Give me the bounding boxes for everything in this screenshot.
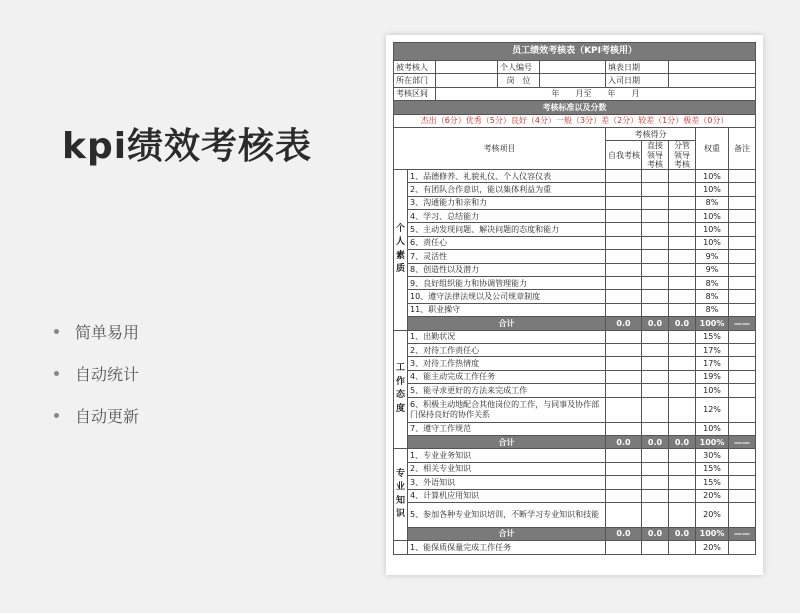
table-row [394,236,756,249]
table-row [394,343,756,356]
item-text: 5、能寻求更好的方法来完成工作 [408,384,606,397]
evaluee-field[interactable] [436,61,498,74]
total-row [394,435,756,448]
remark-cell[interactable] [729,370,756,383]
item-text: 1、品德修养、礼貌礼仪、个人仪容仪表 [408,169,606,182]
criteria-title: 考核标准以及分数 [394,101,756,114]
item-text: 8、创造性以及潜力 [408,263,606,276]
kpi-table [393,42,756,555]
emp-no-label: 个人编号 [498,61,540,74]
total-weight: 100% [696,317,729,330]
table-row [394,357,756,370]
table-row [394,330,756,343]
weight-cell: 9% [696,263,729,276]
dept-field[interactable] [436,74,498,87]
item-text: 2、有团队合作意识，能以集体利益为重 [408,183,606,196]
col-manager: 分管领导考核 [669,141,696,170]
item-text: 4、学习、总结能力 [408,210,606,223]
feature-item [54,352,139,394]
feature-label: 自动更新 [75,406,140,426]
score-direct-cell[interactable] [642,357,669,370]
remark-cell[interactable] [729,263,756,276]
item-text: 3、外语知识 [408,476,606,489]
evaluee-label: 被考核人 [394,61,436,74]
item-text: 10、遵守法律法规以及公司规章制度 [408,290,606,303]
score-manager-cell[interactable] [669,502,696,527]
feature-item [54,310,139,352]
score-direct-cell[interactable] [642,476,669,489]
total-direct: 0.0 [642,435,669,448]
item-text: 3、沟通能力和亲和力 [408,196,606,209]
score-self-cell[interactable] [606,196,642,209]
item-text: 11、职业操守 [408,303,606,316]
score-self-cell[interactable] [606,330,642,343]
score-self-cell[interactable] [606,303,642,316]
item-text: 7、遵守工作规范 [408,422,606,435]
score-manager-cell[interactable] [669,541,696,554]
remark-cell[interactable] [729,489,756,502]
col-self: 自我考核 [606,141,642,170]
score-manager-cell[interactable] [669,370,696,383]
score-manager-cell[interactable] [669,422,696,435]
score-direct-cell[interactable] [642,169,669,182]
score-manager-cell[interactable] [669,343,696,356]
total-direct: 0.0 [642,527,669,540]
score-self-cell[interactable] [606,422,642,435]
score-manager-cell[interactable] [669,169,696,182]
score-self-cell[interactable] [606,384,642,397]
total-remark: —— [729,435,756,448]
weight-cell: 17% [696,357,729,370]
score-self-cell[interactable] [606,462,642,475]
remark-cell[interactable] [729,422,756,435]
emp-no-field[interactable] [540,61,606,74]
position-field[interactable] [540,74,606,87]
bullet-dot-icon [54,329,59,334]
item-text: 1、能保质保量完成工作任务 [408,541,606,554]
score-self-cell[interactable] [606,370,642,383]
item-text: 3、对待工作热情度 [408,357,606,370]
total-row [394,527,756,540]
score-manager-cell[interactable] [669,196,696,209]
weight-cell: 10% [696,169,729,182]
score-self-cell[interactable] [606,210,642,223]
col-item: 考核项目 [394,127,606,169]
feature-item [54,394,139,436]
score-manager-cell[interactable] [669,449,696,462]
item-text: 4、计算机应用知识 [408,489,606,502]
table-row [394,250,756,263]
score-manager-cell[interactable] [669,223,696,236]
weight-cell: 20% [696,489,729,502]
score-manager-cell[interactable] [669,183,696,196]
remark-cell[interactable] [729,330,756,343]
item-text: 2、对待工作责任心 [408,343,606,356]
score-self-cell[interactable] [606,476,642,489]
weight-cell: 17% [696,343,729,356]
score-self-cell[interactable] [606,250,642,263]
page-title: kpi绩效考核表 [62,126,313,167]
score-direct-cell[interactable] [642,541,669,554]
score-direct-cell[interactable] [642,290,669,303]
item-text: 4、能主动完成工作任务 [408,370,606,383]
bullet-dot-icon [54,371,59,376]
score-manager-cell[interactable] [669,357,696,370]
score-manager-cell[interactable] [669,384,696,397]
col-score-group: 考核得分 [606,127,696,140]
category-label: 工作态度 [394,330,408,449]
table-row [394,290,756,303]
score-manager-cell[interactable] [669,462,696,475]
score-direct-cell[interactable] [642,223,669,236]
total-remark: —— [729,317,756,330]
table-row [394,210,756,223]
score-direct-cell[interactable] [642,397,669,422]
score-self-cell[interactable] [606,343,642,356]
remark-cell[interactable] [729,277,756,290]
weight-cell: 15% [696,462,729,475]
score-self-cell[interactable] [606,223,642,236]
score-self-cell[interactable] [606,541,642,554]
table-row [394,449,756,462]
score-direct-cell[interactable] [642,462,669,475]
table-row [394,422,756,435]
period-value[interactable]: 年 月至 年 月 [436,87,756,100]
score-self-cell[interactable] [606,357,642,370]
weight-cell: 10% [696,422,729,435]
weight-cell: 8% [696,290,729,303]
remark-cell[interactable] [729,183,756,196]
score-manager-cell[interactable] [669,210,696,223]
table-row [394,462,756,475]
score-direct-cell[interactable] [642,449,669,462]
score-manager-cell[interactable] [669,290,696,303]
score-self-cell[interactable] [606,277,642,290]
feature-list [54,310,139,436]
score-self-cell[interactable] [606,236,642,249]
criteria-text: 杰出（6分）优秀（5分）良好（4分）一般（3分）差（2分）较差（1分）极差（0分） [394,114,756,127]
category-label: 个人素质 [394,169,408,330]
score-direct-cell[interactable] [642,236,669,249]
score-manager-cell[interactable] [669,397,696,422]
score-manager-cell[interactable] [669,277,696,290]
sheet-title: 员工绩效考核表（KPI考核用） [394,43,756,61]
dept-label: 所在部门 [394,74,436,87]
total-self: 0.0 [606,317,642,330]
table-row [394,223,756,236]
remark-cell[interactable] [729,449,756,462]
join-date-label: 入司日期 [606,74,669,87]
total-label: 合计 [408,435,606,448]
weight-cell: 10% [696,223,729,236]
table-row [394,263,756,276]
score-manager-cell[interactable] [669,263,696,276]
score-direct-cell[interactable] [642,384,669,397]
score-self-cell[interactable] [606,502,642,527]
kpi-sheet-preview [386,35,763,575]
weight-cell: 8% [696,303,729,316]
weight-cell: 9% [696,250,729,263]
item-text: 6、责任心 [408,236,606,249]
score-manager-cell[interactable] [669,489,696,502]
remark-cell[interactable] [729,541,756,554]
score-direct-cell[interactable] [642,343,669,356]
total-label: 合计 [408,527,606,540]
table-row [394,370,756,383]
score-manager-cell[interactable] [669,236,696,249]
remark-cell[interactable] [729,343,756,356]
remark-cell[interactable] [729,303,756,316]
col-weight: 权重 [696,127,729,169]
score-direct-cell[interactable] [642,422,669,435]
score-self-cell[interactable] [606,183,642,196]
weight-cell: 20% [696,541,729,554]
item-text: 5、参加各种专业知识培训，不断学习专业知识和技能 [408,502,606,527]
total-manager: 0.0 [669,527,696,540]
table-row [394,502,756,527]
table-row [394,277,756,290]
table-row [394,196,756,209]
period-label: 考核区间 [394,87,436,100]
remark-cell[interactable] [729,384,756,397]
item-text: 2、相关专业知识 [408,462,606,475]
col-remark: 备注 [729,127,756,169]
bullet-dot-icon [54,413,59,418]
score-direct-cell[interactable] [642,277,669,290]
category-label: 专业知识 [394,449,408,541]
score-manager-cell[interactable] [669,303,696,316]
fill-date-field[interactable] [669,61,756,74]
feature-label: 自动统计 [75,364,140,384]
join-date-field[interactable] [669,74,756,87]
category-label [394,541,408,554]
remark-cell[interactable] [729,397,756,422]
total-self: 0.0 [606,527,642,540]
total-remark: —— [729,527,756,540]
score-direct-cell[interactable] [642,489,669,502]
remark-cell[interactable] [729,250,756,263]
remark-cell[interactable] [729,236,756,249]
total-self: 0.0 [606,435,642,448]
table-row [394,384,756,397]
total-weight: 100% [696,435,729,448]
weight-cell: 10% [696,384,729,397]
col-direct: 直接领导考核 [642,141,669,170]
remark-cell[interactable] [729,462,756,475]
total-manager: 0.0 [669,435,696,448]
item-text: 9、良好组织能力和协调管理能力 [408,277,606,290]
table-row [394,489,756,502]
table-row [394,397,756,422]
score-direct-cell[interactable] [642,263,669,276]
total-manager: 0.0 [669,317,696,330]
score-self-cell[interactable] [606,263,642,276]
weight-cell: 8% [696,196,729,209]
score-direct-cell[interactable] [642,250,669,263]
score-self-cell[interactable] [606,397,642,422]
total-row [394,317,756,330]
score-direct-cell[interactable] [642,370,669,383]
score-self-cell[interactable] [606,449,642,462]
feature-label: 简单易用 [75,322,140,342]
weight-cell: 10% [696,183,729,196]
score-direct-cell[interactable] [642,196,669,209]
score-direct-cell[interactable] [642,330,669,343]
table-row [394,541,756,554]
item-text: 1、专业业务知识 [408,449,606,462]
table-row [394,303,756,316]
remark-cell[interactable] [729,196,756,209]
score-self-cell[interactable] [606,290,642,303]
weight-cell: 19% [696,370,729,383]
weight-cell: 30% [696,449,729,462]
total-direct: 0.0 [642,317,669,330]
score-manager-cell[interactable] [669,476,696,489]
total-label: 合计 [408,317,606,330]
score-direct-cell[interactable] [642,502,669,527]
weight-cell: 12% [696,397,729,422]
score-manager-cell[interactable] [669,330,696,343]
fill-date-label: 填表日期 [606,61,669,74]
remark-cell[interactable] [729,223,756,236]
score-self-cell[interactable] [606,489,642,502]
remark-cell[interactable] [729,169,756,182]
item-text: 5、主动发现问题、解决问题的态度和能力 [408,223,606,236]
table-row [394,169,756,182]
item-text: 7、灵活性 [408,250,606,263]
weight-cell: 20% [696,502,729,527]
remark-cell[interactable] [729,476,756,489]
item-text: 1、出勤状况 [408,330,606,343]
score-manager-cell[interactable] [669,250,696,263]
item-text: 6、积极主动地配合其他岗位的工作，与同事及协作部门保持良好的协作关系 [408,397,606,422]
remark-cell[interactable] [729,502,756,527]
total-weight: 100% [696,527,729,540]
weight-cell: 15% [696,330,729,343]
remark-cell[interactable] [729,210,756,223]
position-label: 岗 位 [498,74,540,87]
table-row [394,183,756,196]
table-row [394,476,756,489]
score-self-cell[interactable] [606,169,642,182]
remark-cell[interactable] [729,290,756,303]
weight-cell: 15% [696,476,729,489]
weight-cell: 10% [696,210,729,223]
weight-cell: 8% [696,277,729,290]
score-direct-cell[interactable] [642,210,669,223]
remark-cell[interactable] [729,357,756,370]
score-direct-cell[interactable] [642,183,669,196]
weight-cell: 10% [696,236,729,249]
score-direct-cell[interactable] [642,303,669,316]
